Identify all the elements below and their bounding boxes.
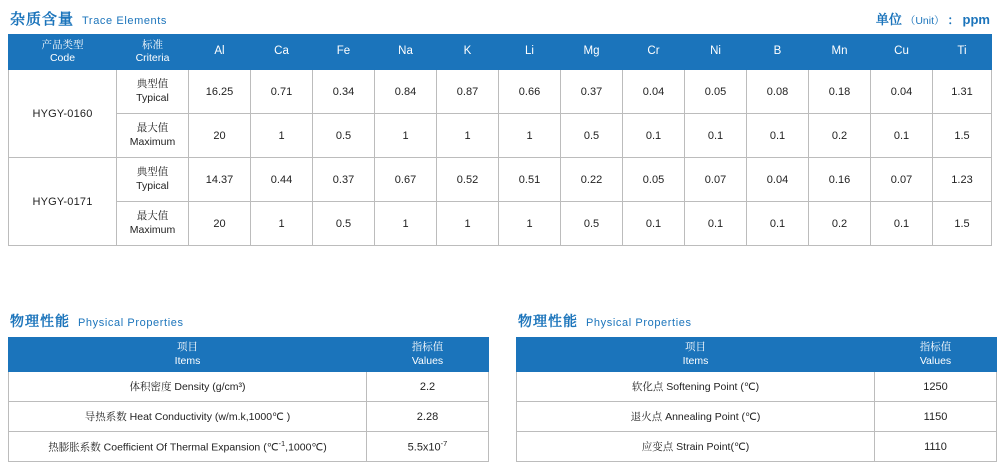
header-cell-cu: Cu (871, 35, 933, 70)
header-cell-code: 产品类型 Code (9, 35, 117, 70)
trace-elements-table (8, 34, 992, 246)
table-row (517, 372, 997, 402)
trace-title-row (8, 8, 992, 34)
cell-value: 0.1 (747, 202, 809, 246)
cell-value: 16.25 (189, 70, 251, 114)
header-cell-b: B (747, 35, 809, 70)
cell-value: 0.66 (499, 70, 561, 114)
cell-value: 0.52 (437, 158, 499, 202)
table-row (9, 114, 992, 158)
cell-value: $5.5x10^{-7}$ (367, 432, 489, 462)
cell-value: 20 (189, 114, 251, 158)
cell-product-code: HYGY-0160 (9, 70, 117, 158)
cell-criteria: 最大值 Maximum (117, 202, 189, 246)
cell-value: 0.04 (871, 70, 933, 114)
physical-left-table (8, 337, 489, 462)
cell-value: 0.67 (375, 158, 437, 202)
cell-item: 退火点 Annealing Point (℃) (517, 402, 875, 432)
cell-value: 0.2 (809, 114, 871, 158)
cell-criteria: 典型值 Typical (117, 70, 189, 114)
header-cell-ti: Ti (933, 35, 992, 70)
physical-right-title-en: Physical Properties (586, 317, 692, 329)
table-row (9, 70, 992, 114)
cell-value: 0.22 (561, 158, 623, 202)
cell-value: 0.04 (747, 158, 809, 202)
cell-value: 1 (437, 202, 499, 246)
table-row (517, 402, 997, 432)
cell-item: 热膨胀系数 Coefficient Of Thermal Expansion (℃$^{-1}$,1000℃) (9, 432, 367, 462)
physical-right-title (516, 311, 997, 337)
cell-value: 1.23 (933, 158, 992, 202)
cell-value: 0.5 (561, 202, 623, 246)
physical-properties-right-section (516, 311, 997, 462)
header-cell-mg: Mg (561, 35, 623, 70)
cell-value: 0.07 (685, 158, 747, 202)
header-cell-fe: Fe (313, 35, 375, 70)
header-cell-k: K (437, 35, 499, 70)
cell-value: 0.2 (809, 202, 871, 246)
cell-value: 0.1 (685, 202, 747, 246)
cell-item: 应变点 Strain Point(℃) (517, 432, 875, 462)
header-cell-values: 指标值 Values (367, 338, 489, 372)
header-cell-mn: Mn (809, 35, 871, 70)
cell-value: 0.5 (313, 202, 375, 246)
cell-value: 0.1 (623, 114, 685, 158)
table-row (517, 432, 997, 462)
cell-value: 0.08 (747, 70, 809, 114)
cell-value: 0.18 (809, 70, 871, 114)
cell-value: 0.51 (499, 158, 561, 202)
cell-value: 0.5 (313, 114, 375, 158)
table-row (9, 158, 992, 202)
cell-value: 0.71 (251, 70, 313, 114)
cell-item: 软化点 Softening Point (℃) (517, 372, 875, 402)
cell-value: 1 (437, 114, 499, 158)
cell-criteria: 最大值 Maximum (117, 114, 189, 158)
header-cell-values: 指标值 Values (875, 338, 997, 372)
cell-value: 1110 (875, 432, 997, 462)
cell-value: 0.37 (313, 158, 375, 202)
header-cell-items: 项目 Items (9, 338, 367, 372)
cell-value: 0.1 (871, 114, 933, 158)
cell-value: 2.2 (367, 372, 489, 402)
cell-value: 0.34 (313, 70, 375, 114)
cell-item: 体积密度 Density (g/cm³) (9, 372, 367, 402)
cell-value: 0.87 (437, 70, 499, 114)
cell-value: 0.04 (623, 70, 685, 114)
cell-value: 0.1 (747, 114, 809, 158)
cell-value: 14.37 (189, 158, 251, 202)
cell-value: 1150 (875, 402, 997, 432)
header-cell-items: 项目 Items (517, 338, 875, 372)
header-cell-criteria: 标准 Criteria (117, 35, 189, 70)
physical-left-title (8, 311, 489, 337)
physical-right-header-row (517, 338, 997, 372)
header-cell-ca: Ca (251, 35, 313, 70)
cell-value: 0.84 (375, 70, 437, 114)
cell-value: 0.07 (871, 158, 933, 202)
cell-value: 0.05 (685, 70, 747, 114)
cell-item: 导热系数 Heat Conductivity (w/m.k,1000℃ ) (9, 402, 367, 432)
header-cell-al: Al (189, 35, 251, 70)
table-row (9, 202, 992, 246)
table-row (9, 432, 489, 462)
trace-title-en: Trace Elements (82, 15, 168, 27)
cell-value: 1 (251, 202, 313, 246)
cell-value: 1.31 (933, 70, 992, 114)
cell-value: 1.5 (933, 114, 992, 158)
cell-value: 0.5 (561, 114, 623, 158)
header-cell-cr: Cr (623, 35, 685, 70)
header-cell-li: Li (499, 35, 561, 70)
trace-title-cn: 杂质含量 (10, 11, 75, 28)
cell-value: 0.1 (871, 202, 933, 246)
table-row (9, 372, 489, 402)
physical-left-title-en: Physical Properties (78, 317, 184, 329)
cell-value: 0.44 (251, 158, 313, 202)
header-cell-na: Na (375, 35, 437, 70)
trace-elements-section (8, 8, 992, 246)
cell-value: 0.37 (561, 70, 623, 114)
header-cell-ni: Ni (685, 35, 747, 70)
cell-criteria: 典型值 Typical (117, 158, 189, 202)
physical-right-title-cn: 物理性能 (518, 313, 578, 329)
cell-product-code: HYGY-0171 (9, 158, 117, 246)
cell-value: 1 (375, 114, 437, 158)
cell-value: 1 (499, 202, 561, 246)
cell-value: 1.5 (933, 202, 992, 246)
unit-label-cn: 单位 (875, 12, 902, 27)
unit-label-en: （Unit） (904, 15, 945, 27)
cell-value: 2.28 (367, 402, 489, 432)
cell-value: 0.1 (623, 202, 685, 246)
cell-value: 1 (251, 114, 313, 158)
physical-left-title-cn: 物理性能 (10, 313, 70, 329)
cell-value: 0.05 (623, 158, 685, 202)
cell-value: 0.16 (809, 158, 871, 202)
physical-right-table (516, 337, 997, 462)
unit-value: ppm (962, 12, 990, 27)
table-row (9, 402, 489, 432)
cell-value: 1250 (875, 372, 997, 402)
cell-value: 20 (189, 202, 251, 246)
physical-properties-left-section (8, 311, 489, 462)
trace-table-header-row (9, 35, 992, 70)
cell-value: 0.1 (685, 114, 747, 158)
unit-label (876, 9, 990, 28)
physical-left-header-row (9, 338, 489, 372)
trace-title (10, 8, 167, 29)
cell-value: 1 (375, 202, 437, 246)
cell-value: 1 (499, 114, 561, 158)
unit-colon: ： (947, 13, 960, 27)
